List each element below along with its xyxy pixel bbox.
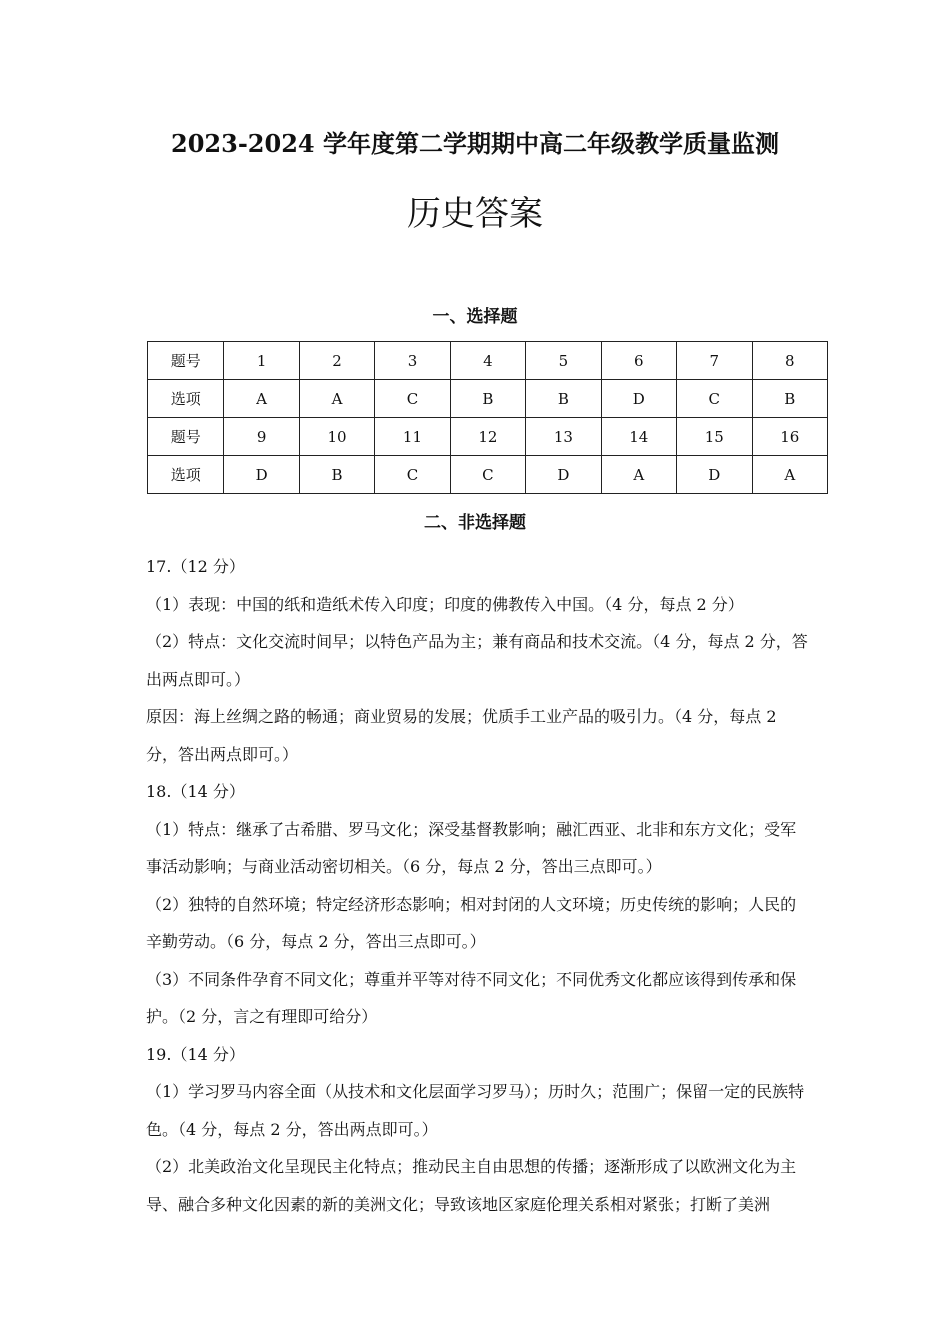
- table-cell: 6: [601, 342, 676, 380]
- table-cell: B: [299, 456, 374, 494]
- table-cell: 12: [450, 418, 525, 456]
- answer-paragraph: （2）北美政治文化呈现民主化特点；推动民主自由思想的传播；逐渐形成了以欧洲文化为主导、融合多种文化因素的新的美洲文化；导致该地区家庭伦理关系相对紧张；打断了美洲: [146, 1157, 797, 1214]
- table-cell: A: [752, 456, 828, 494]
- answer-table: [147, 341, 828, 494]
- table-cell: 10: [299, 418, 374, 456]
- table-cell: 8: [752, 342, 828, 380]
- table-cell: B: [450, 380, 525, 418]
- table-cell: 15: [677, 418, 752, 456]
- answer-paragraph: （3）不同条件孕育不同文化；尊重并平等对待不同文化；不同优秀文化都应该得到传承和保护。（2 分，言之有理即可给分）: [146, 969, 797, 1026]
- table-cell: 7: [677, 342, 752, 380]
- answer-paragraph: （2）独特的自然环境；特定经济形态影响；相对封闭的人文环境；历史传统的影响；人民的辛勤劳动。（6 分，每点 2 分，答出三点即可。）: [146, 894, 797, 951]
- row-label: 题号: [148, 418, 224, 456]
- row-label: 选项: [148, 456, 224, 494]
- section-heading-nonchoice: 二、非选择题: [424, 513, 526, 533]
- table-cell: 11: [375, 418, 450, 456]
- table-row: [148, 342, 828, 380]
- answer-paragraph: 19.（14 分）: [146, 1044, 245, 1064]
- answer-paragraph: （2）特点：文化交流时间早；以特色产品为主；兼有商品和技术交流。（4 分，每点 2 分，答出两点即可。）: [146, 632, 808, 689]
- table-cell: A: [601, 456, 676, 494]
- table-cell: 13: [526, 418, 601, 456]
- table-cell: A: [224, 380, 299, 418]
- answer-paragraph: 18.（14 分）: [146, 782, 245, 801]
- answer-text-body: [146, 548, 810, 1223]
- document-subtitle: 历史答案: [407, 194, 543, 234]
- table-cell: 4: [450, 342, 525, 380]
- table-cell: C: [375, 456, 450, 494]
- table-cell: B: [752, 380, 828, 418]
- table-cell: 3: [375, 342, 450, 380]
- table-cell: A: [299, 380, 374, 418]
- table-cell: D: [601, 380, 676, 418]
- table-cell: C: [450, 456, 525, 494]
- table-cell: D: [526, 456, 601, 494]
- table-cell: 9: [224, 418, 299, 456]
- table-cell: 16: [752, 418, 828, 456]
- table-cell: C: [677, 380, 752, 418]
- table-cell: B: [526, 380, 601, 418]
- answer-paragraph: （1）学习罗马内容全面（从技术和文化层面学习罗马）；历时久；范围广；保留一定的民族特色。（4 分，每点 2 分，答出两点即可。）: [146, 1082, 805, 1139]
- table-row: [148, 456, 828, 494]
- answer-paragraph: （1）特点：继承了古希腊、罗马文化；深受基督教影响；融汇西亚、北非和东方文化；受军事活动影响；与商业活动密切相关。（6 分，每点 2 分，答出三点即可。）: [146, 819, 797, 876]
- answer-paragraph: （1）表现：中国的纸和造纸术传入印度；印度的佛教传入中国。（4 分，每点 2 分）: [146, 594, 744, 614]
- table-cell: D: [224, 456, 299, 494]
- table-cell: C: [375, 380, 450, 418]
- row-label: 题号: [148, 342, 224, 380]
- section-heading-choice: 一、选择题: [432, 307, 518, 327]
- answer-paragraph: 17.（12 分）: [146, 557, 245, 576]
- table-row: [148, 418, 828, 456]
- document-title: 2023-2024 学年度第二学期期中高二年级教学质量监测: [171, 129, 779, 158]
- table-cell: 14: [601, 418, 676, 456]
- table-cell: 2: [299, 342, 374, 380]
- table-row: [148, 380, 828, 418]
- table-cell: 1: [224, 342, 299, 380]
- answer-paragraph: 原因：海上丝绸之路的畅通；商业贸易的发展；优质手工业产品的吸引力。（4 分，每点 2 分，答出两点即可。）: [146, 707, 777, 764]
- row-label: 选项: [148, 380, 224, 418]
- table-cell: D: [677, 456, 752, 494]
- table-cell: 5: [526, 342, 601, 380]
